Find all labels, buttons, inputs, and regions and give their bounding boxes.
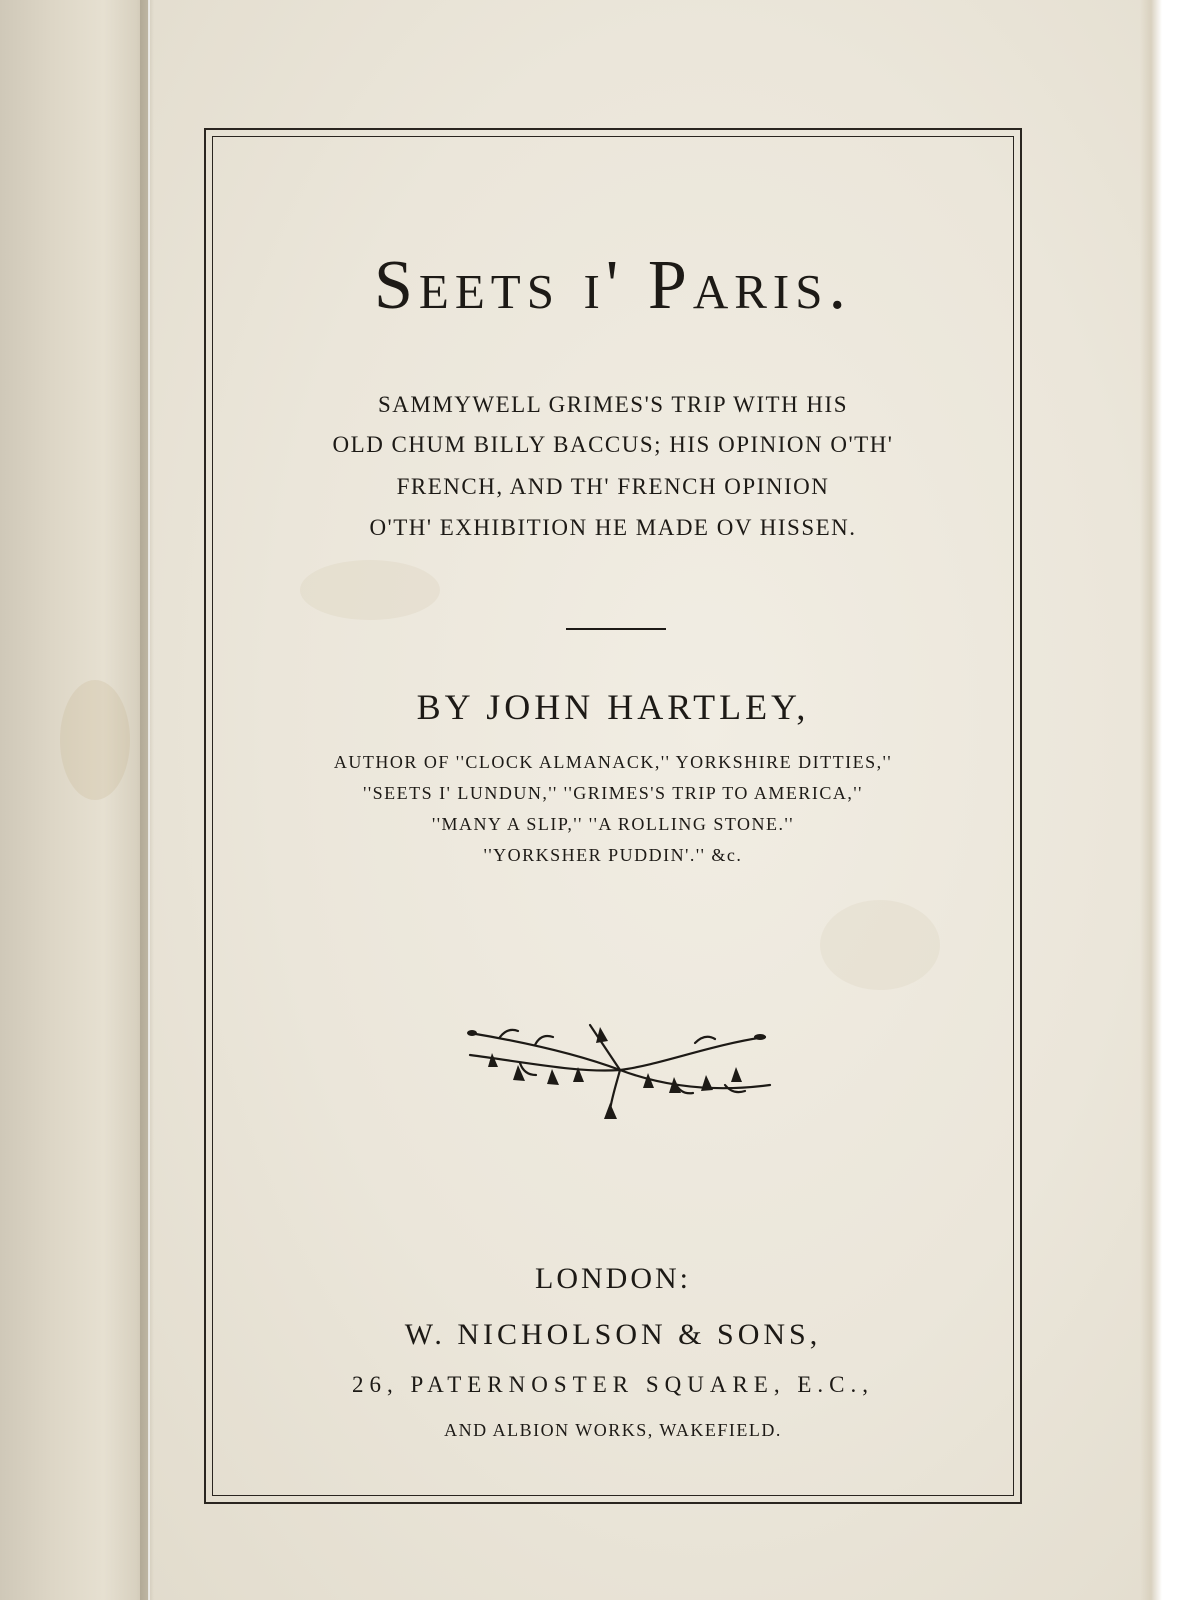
page-edge <box>1140 0 1162 1600</box>
binding-shadow <box>140 0 154 1600</box>
subtitle-line: OLD CHUM BILLY BACCUS; HIS OPINION O'TH' <box>332 432 894 457</box>
book-title: Seets i' Paris. <box>374 247 852 324</box>
credits-line: ''YORKSHER PUDDIN'.'' &c. <box>483 845 743 865</box>
left-page-gutter <box>0 0 148 1600</box>
subtitle-line: SAMMYWELL GRIMES'S TRIP WITH HIS <box>378 392 848 417</box>
imprint-address: 26, PATERNOSTER SQUARE, E.C., <box>351 1372 875 1397</box>
author-byline: BY JOHN HARTLEY, <box>416 687 810 727</box>
imprint-works: AND ALBION WORKS, WAKEFIELD. <box>444 1420 782 1440</box>
credits-line: ''MANY A SLIP,'' ''A ROLLING STONE.'' <box>432 814 794 834</box>
imprint-city: LONDON: <box>535 1262 691 1295</box>
floral-ornament-icon <box>460 1015 780 1125</box>
credits-line: AUTHOR OF ''CLOCK ALMANACK,'' YORKSHIRE DITTIES,'' <box>333 752 893 772</box>
credits-line: ''SEETS I' LUNDUN,'' ''GRIMES'S TRIP TO AMERICA,'' <box>363 783 863 803</box>
subtitle-line: O'TH' EXHIBITION HE MADE OV HISSEN. <box>369 515 857 540</box>
imprint-publisher: W. NICHOLSON & SONS, <box>404 1318 822 1351</box>
section-rule <box>566 628 666 630</box>
subtitle-line: FRENCH, AND TH' FRENCH OPINION <box>396 474 830 499</box>
foxing-stain <box>60 680 130 800</box>
